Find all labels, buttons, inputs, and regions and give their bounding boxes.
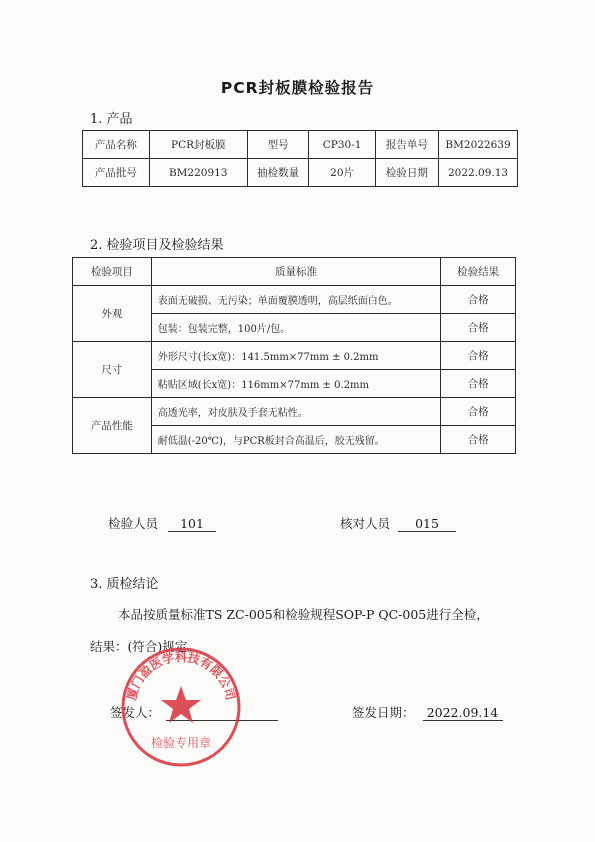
table-header-row: [73, 258, 516, 286]
seal-center-text: 检验专用章: [150, 736, 212, 750]
table-row: [73, 398, 516, 426]
table-row: [73, 342, 516, 370]
table-cell: 抽检数量: [247, 159, 309, 187]
checker-label: 核对人员: [340, 516, 391, 531]
standard-cell: 高透光率，对皮肤及手套无粘性。: [151, 398, 441, 426]
conclusion-text: 本品按质量标准TS ZC-005和检验规程SOP-P QC-005进行全检，: [118, 607, 489, 622]
standard-cell: 外形尺寸(长x宽)：141.5mm×77mm ± 0.2mm: [151, 342, 441, 370]
table-cell: CP30-1: [309, 131, 375, 159]
seal-ring-text: 厦门盈医学科技有限公司: [124, 650, 238, 702]
table-cell: 型号: [247, 131, 309, 159]
result-cell: 合格: [441, 398, 516, 426]
company-seal: [118, 644, 244, 770]
issue-date-label: 签发日期：: [352, 705, 415, 720]
issuer-label: 签发人：: [110, 705, 161, 720]
table-row: [83, 131, 518, 159]
checker-value: 015: [398, 516, 456, 532]
conclusion-result: 结果：(符合)规定。: [90, 639, 200, 654]
inspector-value: 101: [168, 516, 216, 532]
result-cell: 合格: [441, 342, 516, 370]
table-cell: PCR封板膜: [149, 131, 247, 159]
section1-heading: 1. 产品: [90, 112, 133, 127]
section3-heading: 3. 质检结论: [90, 577, 159, 592]
item-cell: 产品性能: [73, 398, 152, 454]
checker-signature: [340, 514, 456, 532]
seal-star-icon: [161, 686, 201, 723]
table-cell: BM2022639: [439, 131, 518, 159]
result-cell: 合格: [441, 314, 516, 342]
header-cell-result: 检验结果: [441, 258, 516, 286]
header-cell-standard: 质量标准: [151, 258, 441, 286]
table-cell: 产品批号: [83, 159, 150, 187]
section2-heading: 2. 检验项目及检验结果: [90, 238, 224, 253]
table-row: [83, 159, 518, 187]
inspector-label: 检验人员: [108, 516, 159, 531]
product-info-table: [82, 130, 518, 187]
standard-cell: 粘贴区域(长x宽)：116mm×77mm ± 0.2mm: [151, 370, 441, 398]
result-cell: 合格: [441, 426, 516, 454]
standard-cell: 包装：包装完整，100片/包。: [151, 314, 441, 342]
standard-cell: 表面无破损、无污染；单面覆膜透明，高层纸面白色。: [151, 286, 441, 314]
item-cell: 外观: [73, 286, 152, 342]
seal-graphic: [118, 644, 244, 770]
standard-cell: 耐低温(-20℃)，与PCR板封合高温后，胶无残留。: [151, 426, 441, 454]
table-cell: 产品名称: [83, 131, 150, 159]
issue-date: [352, 703, 503, 721]
table-cell: 检验日期: [375, 159, 438, 187]
issue-date-value: 2022.09.14: [423, 705, 503, 721]
item-cell: 尺寸: [73, 342, 152, 398]
table-cell: 20片: [309, 159, 375, 187]
table-cell: BM220913: [149, 159, 247, 187]
table-row: [73, 286, 516, 314]
header-cell-item: 检验项目: [73, 258, 152, 286]
inspector-signature: [108, 514, 216, 532]
inspection-results-table: [72, 257, 516, 454]
page-title: PCR封板膜检验报告: [220, 79, 375, 97]
result-cell: 合格: [441, 286, 516, 314]
table-cell: 报告单号: [375, 131, 438, 159]
table-cell: 2022.09.13: [439, 159, 518, 187]
result-cell: 合格: [441, 370, 516, 398]
